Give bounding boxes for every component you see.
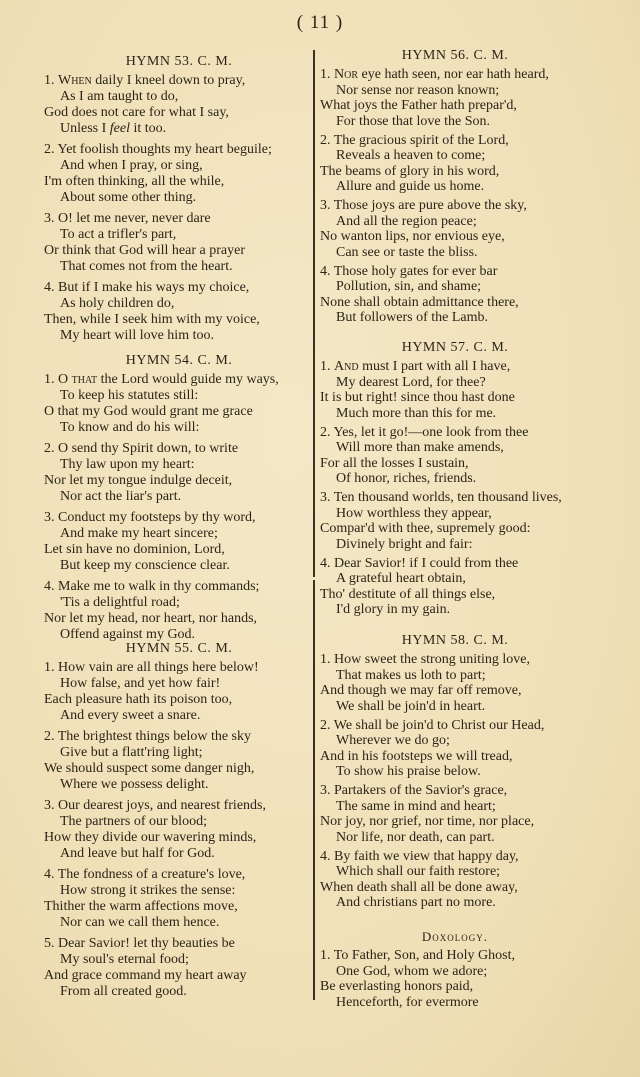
verse-line <box>320 652 590 668</box>
verse-text: But keep my conscience clear. <box>60 558 230 573</box>
verse-text: How vain are all things here below! <box>58 660 259 675</box>
verse-text: O that my God would grant me grace <box>44 404 253 419</box>
verse-text: it too. <box>130 121 167 136</box>
verse-line <box>44 692 314 708</box>
verse-text: Or think that God will hear a prayer <box>44 243 245 258</box>
verse-text: We shall be join'd in heart. <box>336 698 486 714</box>
verse-line <box>320 440 590 456</box>
verse-line <box>320 148 590 164</box>
verse-text: Nor joy, nor grief, nor time, nor place, <box>320 814 535 829</box>
stanza <box>320 198 590 260</box>
verse-line <box>320 425 590 441</box>
stanza-lead-word: And <box>334 359 359 374</box>
verse-line <box>320 198 590 214</box>
verse-line <box>320 683 590 699</box>
verse-line <box>44 915 314 931</box>
hymn-title: HYMN 54. C. M. <box>125 353 233 368</box>
verse-line <box>320 964 590 980</box>
verse-line <box>320 764 590 780</box>
stanza-number: 1. <box>320 652 331 667</box>
stanza <box>44 798 314 862</box>
verse-text: Allure and guide us home. <box>336 179 485 194</box>
verse-text: None shall obtain admittance there, <box>320 294 519 310</box>
verse-text: And in his footsteps we will tread, <box>320 748 513 764</box>
verse-line <box>320 310 590 326</box>
verse-text: the Lord would guide my ways, <box>100 372 279 387</box>
verse-text: Of honor, riches, friends. <box>336 471 477 486</box>
stanza-number: 2. <box>320 717 331 733</box>
verse-text: That makes us loth to part; <box>336 667 486 683</box>
verse-text: The fondness of a creature's love, <box>57 867 246 882</box>
verse-text: Offend against my God. <box>60 627 196 642</box>
verse-line <box>44 388 314 404</box>
stanza-number: 1. <box>44 660 55 675</box>
stanza-number: 4. <box>320 263 331 279</box>
verse-text: Those joys are pure above the sky, <box>333 198 527 213</box>
verse-text: Unless I <box>60 121 110 136</box>
verse-text: Henceforth, for evermore <box>336 994 479 1010</box>
verse-line <box>44 558 314 574</box>
verse-text: O send thy Spirit down, to write <box>58 441 239 456</box>
verse-text: Dear Savior! let thy beauties be <box>58 936 235 951</box>
stanza-number: 2. <box>320 424 331 440</box>
verse-line <box>44 761 314 777</box>
verse-text: For all the losses I sustain, <box>320 455 469 471</box>
verse-text: 'Tis a delightful road; <box>60 595 180 610</box>
verse-line <box>44 280 314 296</box>
hymn-title: HYMN 55. C. M. <box>125 641 233 656</box>
stanza <box>320 490 590 552</box>
verse-text: Compar'd with thee, supremely good: <box>320 521 531 536</box>
stanza <box>320 264 590 326</box>
verse-text: How they divide our wavering minds, <box>44 830 257 845</box>
verse-line <box>44 259 314 275</box>
verse-line <box>44 174 314 190</box>
verse-line <box>320 375 590 391</box>
verse-line <box>320 229 590 245</box>
verse-text: I'd glory in my gain. <box>336 602 451 617</box>
verse-text: O! let me never, never dare <box>58 211 211 226</box>
stanza-number: 3. <box>320 198 331 213</box>
stanza <box>44 579 314 643</box>
verse-line <box>320 895 590 911</box>
verse-text: Nor act the liar's part. <box>60 489 182 504</box>
verse-text: One God, whom we adore; <box>336 963 488 979</box>
verse-line <box>320 571 590 587</box>
verse-text: The gracious spirit of the Lord, <box>333 132 509 148</box>
verse-text: Thy law upon my heart: <box>60 457 195 472</box>
verse-line <box>44 296 314 312</box>
hymn-title: HYMN 53. C. M. <box>125 54 233 69</box>
verse-text: A grateful heart obtain, <box>336 571 466 586</box>
verse-text: Will more than make amends, <box>336 440 504 455</box>
verse-line <box>44 89 314 105</box>
verse-text: Tho' destitute of all things else, <box>320 586 496 602</box>
verse-line <box>320 245 590 261</box>
verse-text: How false, and yet how fair! <box>60 676 221 691</box>
stanza <box>320 425 590 487</box>
verse-line <box>320 295 590 311</box>
verse-text: daily I kneel down to pray, <box>95 73 246 88</box>
verse-line <box>320 521 590 537</box>
verse-text: Nor let my head, nor heart, nor hands, <box>44 611 258 626</box>
stanza-number: 2. <box>44 441 55 456</box>
verse-line <box>320 587 590 603</box>
verse-line <box>320 995 590 1011</box>
verse-line <box>320 668 590 684</box>
verse-text: That comes not from the heart. <box>60 259 233 274</box>
verse-line <box>320 264 590 280</box>
verse-line <box>44 158 314 174</box>
verse-line <box>320 556 590 572</box>
stanza <box>44 867 314 931</box>
stanza-number: 4. <box>44 867 55 882</box>
stanza <box>44 441 314 505</box>
verse-line <box>320 456 590 472</box>
verse-text: The beams of glory in his word, <box>320 163 500 179</box>
verse-text: I'm often thinking, all the while, <box>44 174 225 189</box>
verse-text: Where we possess delight. <box>60 777 209 792</box>
verse-text: And grace command my heart away <box>44 968 247 983</box>
verse-line <box>44 830 314 846</box>
verse-line <box>44 846 314 862</box>
verse-text: Dear Savior! if I could from thee <box>334 555 519 571</box>
doxology <box>320 928 590 1014</box>
stanza-number: 3. <box>44 510 55 525</box>
stanza-lead-word: When <box>58 73 92 88</box>
verse-line <box>44 473 314 489</box>
verse-line <box>320 979 590 995</box>
verse-line <box>44 542 314 558</box>
verse-line <box>44 372 314 388</box>
verse-line <box>320 733 590 749</box>
stanza <box>44 510 314 574</box>
verse-text: My dearest Lord, for thee? <box>336 374 486 390</box>
verse-text: eye hath seen, nor ear hath heard, <box>361 67 549 82</box>
verse-line <box>320 830 590 846</box>
verse-text: Reveals a heaven to come; <box>336 148 486 163</box>
verse-text: For those that love the Son. <box>336 113 490 129</box>
stanza-number: 5. <box>44 936 55 951</box>
verse-line <box>44 611 314 627</box>
verse-line <box>320 749 590 765</box>
stanza <box>320 652 590 714</box>
verse-line <box>44 105 314 121</box>
verse-text: Those holy gates for ever bar <box>333 263 498 279</box>
verse-text: It is but right! since thou hast done <box>320 390 515 405</box>
verse-line <box>44 73 314 89</box>
verse-line <box>44 745 314 761</box>
stanza <box>320 849 590 911</box>
stanza-number: 3. <box>320 783 331 798</box>
stanza <box>44 660 314 724</box>
verse-line <box>44 190 314 206</box>
verse-line <box>44 243 314 259</box>
verse-line <box>320 133 590 149</box>
stanza-number: 1. <box>320 948 331 963</box>
hymn <box>320 47 590 329</box>
stanza-number: 1. <box>44 73 55 88</box>
verse-text: About some other thing. <box>60 190 197 205</box>
verse-text: Nor life, nor death, can part. <box>336 829 495 845</box>
verse-line <box>44 312 314 328</box>
verse-text: Our dearest joys, and nearest friends, <box>58 798 266 813</box>
stanza <box>44 936 314 1000</box>
verse-line <box>320 948 590 964</box>
verse-line <box>320 783 590 799</box>
verse-line <box>44 798 314 814</box>
verse-text: Yet foolish thoughts my heart beguile; <box>57 142 272 157</box>
verse-line <box>320 279 590 295</box>
verse-text: And leave but half for God. <box>60 846 215 861</box>
verse-line <box>44 579 314 595</box>
verse-text: How sweet the strong uniting love, <box>334 652 530 667</box>
verse-italic-text: feel <box>109 121 130 136</box>
verse-line <box>44 814 314 830</box>
verse-line <box>320 98 590 114</box>
verse-line <box>320 164 590 180</box>
verse-text: The same in mind and heart; <box>336 798 496 814</box>
verse-text: To show his praise below. <box>336 764 481 779</box>
verse-line <box>320 718 590 734</box>
hymn-title: HYMN 57. C. M. <box>401 340 509 355</box>
stanza-number: 1. <box>320 359 331 374</box>
verse-text: And when I pray, or sing, <box>60 158 203 173</box>
page-number: ( 11 ) <box>296 12 344 33</box>
verse-text: Then, while I seek him with my voice, <box>44 312 260 327</box>
verse-text: We shall be join'd to Christ our Head, <box>333 717 545 733</box>
verse-text: Much more than this for me. <box>336 405 497 421</box>
verse-line <box>44 328 314 344</box>
stanza <box>44 729 314 793</box>
stanza <box>320 783 590 845</box>
verse-text: We should suspect some danger nigh, <box>44 761 255 776</box>
verse-line <box>44 121 314 137</box>
verse-text: From all created good. <box>60 984 187 999</box>
hymn <box>44 352 314 648</box>
stanza-lead-word: O that <box>58 372 98 387</box>
stanza <box>320 359 590 421</box>
verse-line <box>320 799 590 815</box>
stanza-number: 4. <box>44 280 55 295</box>
stanza-number: 3. <box>320 490 331 505</box>
verse-text: My heart will love him too. <box>60 328 214 343</box>
verse-text: As holy children do, <box>60 296 175 311</box>
verse-text: How worthless they appear, <box>336 505 492 521</box>
verse-text: Thither the warm affections move, <box>44 899 238 914</box>
hymn-title: HYMN 56. C. M. <box>401 48 509 63</box>
verse-line <box>320 179 590 195</box>
verse-text: The brightest things below the sky <box>57 729 252 744</box>
stanza-number: 4. <box>320 555 331 571</box>
stanza <box>44 280 314 344</box>
verse-line <box>44 952 314 968</box>
stanza <box>44 142 314 206</box>
verse-line <box>320 83 590 99</box>
verse-line <box>44 404 314 420</box>
verse-line <box>44 211 314 227</box>
verse-line <box>44 142 314 158</box>
verse-line <box>44 777 314 793</box>
verse-text: To act a trifler's part, <box>60 227 177 242</box>
hymn-title: HYMN 58. C. M. <box>401 633 509 648</box>
stanza <box>44 211 314 275</box>
verse-text: And though we may far off remove, <box>320 683 522 698</box>
verse-text: must I part with all I have, <box>362 359 511 374</box>
stanza <box>320 718 590 780</box>
verse-line <box>320 67 590 83</box>
verse-line <box>320 406 590 422</box>
verse-line <box>320 864 590 880</box>
verse-text: No wanton lips, nor envious eye, <box>320 229 505 244</box>
verse-line <box>320 699 590 715</box>
verse-text: The partners of our blood; <box>60 814 207 829</box>
verse-line <box>320 114 590 130</box>
verse-text: But followers of the Lamb. <box>336 310 489 325</box>
verse-line <box>44 968 314 984</box>
stanza-number: 2. <box>44 142 55 157</box>
stanza <box>320 948 590 1010</box>
verse-line <box>44 660 314 676</box>
verse-line <box>44 526 314 542</box>
verse-text: And make my heart sincere; <box>60 526 218 541</box>
hymn <box>320 632 590 914</box>
verse-text: Which shall our faith restore; <box>336 864 501 879</box>
hymn <box>44 640 314 1005</box>
hymn <box>320 339 590 621</box>
verse-text: Yes, let it go!—one look from thee <box>333 424 529 440</box>
verse-text: To know and do his will: <box>60 420 200 435</box>
stanza-number: 3. <box>44 211 55 226</box>
verse-line <box>44 936 314 952</box>
verse-line <box>320 214 590 230</box>
stanza <box>44 73 314 137</box>
verse-line <box>44 708 314 724</box>
verse-line <box>320 359 590 375</box>
verse-line <box>44 510 314 526</box>
verse-line <box>44 489 314 505</box>
stanza <box>44 372 314 436</box>
verse-line <box>320 814 590 830</box>
verse-text: As I am taught to do, <box>60 89 179 104</box>
verse-text: Give but a flatt'ring light; <box>60 745 203 760</box>
verse-text: Each pleasure hath its poison too, <box>44 692 233 707</box>
verse-text: To keep his statutes still: <box>60 388 199 403</box>
verse-line <box>44 441 314 457</box>
verse-line <box>320 506 590 522</box>
verse-line <box>44 883 314 899</box>
verse-text: And all the region peace; <box>336 213 477 229</box>
verse-line <box>320 537 590 553</box>
stanza-number: 3. <box>44 798 55 813</box>
verse-text: Can see or taste the bliss. <box>336 244 478 260</box>
verse-text: And christians part no more. <box>336 895 496 910</box>
verse-text: My soul's eternal food; <box>60 952 189 967</box>
verse-line <box>320 880 590 896</box>
verse-line <box>320 602 590 618</box>
verse-line <box>44 867 314 883</box>
verse-text: Let sin have no dominion, Lord, <box>44 542 225 557</box>
verse-text: Conduct my footsteps by thy word, <box>58 510 256 525</box>
verse-text: But if I make his ways my choice, <box>58 280 250 295</box>
stanza <box>320 67 590 129</box>
verse-text: Ten thousand worlds, ten thousand lives, <box>333 490 562 505</box>
hymn <box>44 53 314 349</box>
verse-text: What joys the Father hath prepar'd, <box>320 98 517 113</box>
verse-line <box>320 390 590 406</box>
verse-line <box>320 849 590 865</box>
stanza-number: 1. <box>320 67 331 82</box>
verse-text: Wherever we do go; <box>336 733 450 748</box>
verse-line <box>320 490 590 506</box>
verse-text: By faith we view that happy day, <box>334 848 519 864</box>
verse-text: Partakers of the Savior's grace, <box>334 783 508 798</box>
stanza-lead-word: Nor <box>334 67 359 82</box>
verse-text: When death shall all be done away, <box>320 879 518 895</box>
verse-line <box>44 676 314 692</box>
verse-text: Be everlasting honors paid, <box>320 979 474 994</box>
verse-text: Nor can we call them hence. <box>60 915 220 930</box>
verse-line <box>44 729 314 745</box>
stanza <box>320 556 590 618</box>
verse-text: And every sweet a snare. <box>60 708 201 723</box>
verse-line <box>320 471 590 487</box>
verse-line <box>44 227 314 243</box>
stanza-number: 4. <box>320 848 331 864</box>
verse-text: Pollution, sin, and shame; <box>336 279 482 294</box>
verse-text: To Father, Son, and Holy Ghost, <box>333 948 515 963</box>
verse-line <box>44 595 314 611</box>
verse-text: Nor let my tongue indulge deceit, <box>44 473 233 488</box>
verse-text: How strong it strikes the sense: <box>60 883 236 898</box>
verse-line <box>44 899 314 915</box>
verse-text: God does not care for what I say, <box>44 105 229 120</box>
verse-line <box>44 457 314 473</box>
stanza-number: 4. <box>44 579 55 594</box>
stanza-number: 1. <box>44 372 55 387</box>
verse-text: Make me to walk in thy commands; <box>58 579 260 594</box>
verse-text: Nor sense nor reason known; <box>336 82 500 98</box>
stanza <box>320 133 590 195</box>
stanza-number: 2. <box>44 729 55 744</box>
verse-text: Divinely bright and fair: <box>336 536 473 552</box>
verse-line <box>44 984 314 1000</box>
stanza-number: 2. <box>320 132 331 148</box>
verse-line <box>44 420 314 436</box>
hymn-title: Doxology. <box>421 929 489 944</box>
